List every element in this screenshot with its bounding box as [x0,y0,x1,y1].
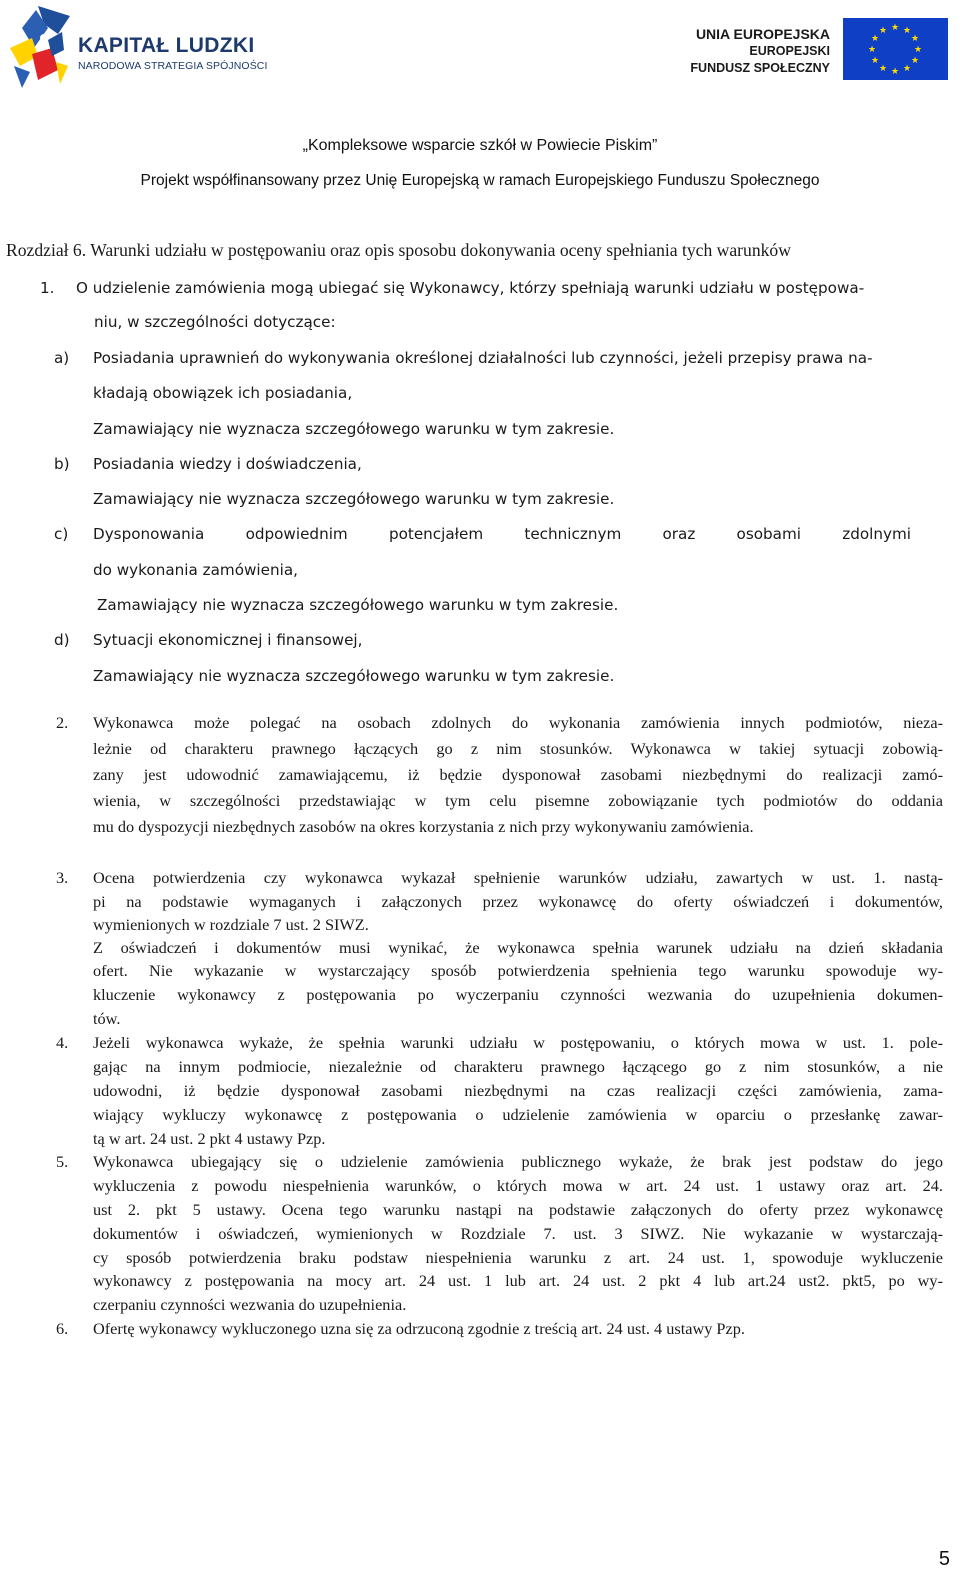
svg-text:★: ★ [910,34,920,44]
eu-logo-line3: FUNDUSZ SPOŁECZNY [690,61,830,75]
section-line: O udzielenie zamówienia mogą ubiegać się Wykonawcy, którzy spełniają warunki udziału w postępowa- [76,279,865,297]
chapter-title: Rozdział 6. Warunki udziału w postępowaniu oraz opis sposobu dokonywania oceny spełniania tych warunków [6,240,791,260]
eu-flag-icon [843,18,948,80]
svg-text:★: ★ [870,34,880,44]
eu-logo-line1: UNIA EUROPEJSKA [695,26,830,42]
item-line: Dysponowania odpowiednim potencjałem technicznym oraz osobami zdolnymi [93,525,911,543]
logo-left-title: KAPITAŁ LUDZKI [78,34,255,57]
item-line: Posiadania wiedzy i doświadczenia, [93,455,362,473]
section-line: tą w art. 24 ust. 2 pkt 4 ustawy Pzp. [93,1129,326,1148]
section-line: pi na podstawie wymaganych i załączonych przez wykonawcę do oferty oświadczeń i dokumentów, [93,892,943,911]
svg-text:★: ★ [890,23,900,33]
svg-text:★: ★ [910,56,920,66]
item-letter: b) [54,455,70,473]
section-line: dokumentów i oświadczeń, wymienionych w Rozdziale 7. ust. 3 SIWZ. Nie wykazanie w wystarczają- [93,1224,943,1243]
item-note: Zamawiający nie wyznacza szczegółowego warunku w tym zakresie. [97,596,619,614]
section-number: 5. [56,1152,69,1171]
svg-text:★: ★ [867,45,877,55]
item-line: kładają obowiązek ich posiadania, [93,384,353,402]
section-line: ofert. Nie wykazanie w wystarczający sposób potwierdzenia spełnienia tego warunku spowoduje wy- [93,961,943,980]
section-line: ust 2. pkt 5 ustawy. Ocena tego warunku nastąpi na podstawie załączonych do oferty przez wykonawcę [93,1200,943,1219]
section-line: udowodni, iż będzie dysponował zasobami niezbędnymi na czas realizacji części zamówienia, zama- [93,1081,943,1100]
section-line: leżnie od charakteru prawnego łączących go z nim stosunków. Wykonawca w takiej sytuacji zobowią- [93,739,943,758]
section-line: gając na innym podmiocie, niezależnie od charakteru prawnego łączącego go z nim stosunków, a nie [93,1057,943,1076]
item-line: do wykonania zamówienia, [93,561,298,579]
project-title: „Kompleksowe wsparcie szkół w Powiecie Piskim” [302,137,658,154]
svg-text:★: ★ [902,26,912,36]
section-line: wykonawcy z postępowania na mocy art. 24 ust. 1 lub art. 24 ust. 2 pkt 4 lub art.24 ust2. pkt5, po wy- [93,1271,943,1290]
svg-text:★: ★ [890,67,900,77]
section-number: 1. [40,279,55,297]
section-line: Wykonawca może polegać na osobach zdolnych do wykonania zamówienia innych podmiotów, nieza- [93,713,943,732]
svg-text:★: ★ [902,64,912,74]
svg-text:★: ★ [913,45,923,55]
section-line: zany jest udowodnić zamawiającemu, iż będzie dysponował zasobami niezbędnymi do realizacji zamó- [93,765,943,784]
project-subtitle: Projekt współfinansowany przez Unię Europejską w ramach Europejskiego Funduszu Społecznego [140,172,820,189]
section-line: kluczenie wykonawcy z postępowania po wyczerpaniu czynności wezwania do uzupełnienia dokumen- [93,985,943,1004]
section-line: Jeżeli wykonawca wykaże, że spełnia warunki udziału w postępowaniu, o których mowa w ust. 1. pole- [93,1033,943,1052]
section-line: wienia, w szczególności przedstawiając w tym celu pisemne zobowiązanie tych podmiotów do oddania [93,791,943,810]
section-line: tów. [93,1009,121,1028]
item-note: Zamawiający nie wyznacza szczegółowego warunku w tym zakresie. [93,490,615,508]
item-letter: d) [54,631,70,649]
section-number: 6. [56,1319,69,1338]
section-line: wymienionych w rozdziale 7 ust. 2 SIWZ. [93,915,369,934]
logo-left-subtitle: NARODOWA STRATEGIA SPÓJNOŚCI [78,60,268,72]
item-line: Posiadania uprawnień do wykonywania określonej działalności lub czynności, jeżeli przepisy prawa na- [93,349,873,367]
eu-logo [690,18,952,84]
section-line: wiający wykluczy wykonawcę z postępowania o udzielenie zamówienia w oparciu o przesłankę zawar- [93,1105,943,1124]
eu-logo-text [690,26,830,77]
kapital-ludzki-emblem-icon [8,4,72,90]
item-line: Sytuacji ekonomicznej i finansowej, [93,631,363,649]
section-line: Ofertę wykonawcy wykluczonego uzna się za odrzuconą zgodnie z treścią art. 24 ust. 4 ustawy Pzp. [93,1319,745,1338]
svg-text:★: ★ [870,56,880,66]
section-line: cy sposób potwierdzenia braku podstaw niespełnienia warunku z art. 24 ust. 1, spowoduje wykluczenie [93,1248,943,1267]
section-line: czerpaniu czynności wezwania do uzupełnienia. [93,1295,407,1314]
item-letter: c) [54,525,69,543]
kapital-ludzki-logo [8,4,268,94]
eu-logo-line2: EUROPEJSKI [749,44,830,58]
section-number: 3. [56,868,69,887]
page-number: 5 [938,1548,950,1570]
section-line: Z oświadczeń i dokumentów musi wynikać, że wykonawca spełnia warunek udziału na dzień składania [93,938,943,957]
item-note: Zamawiający nie wyznacza szczegółowego warunku w tym zakresie. [93,420,615,438]
section-number: 4. [56,1033,69,1052]
section-line: Ocena potwierdzenia czy wykonawca wykazał spełnienie warunków udziału, zawartych w ust. 1. nastą- [93,868,943,887]
section-line: wykluczenia z powodu niespełnienia warunków, o których mowa w art. 24 ust. 1 ustawy oraz art. 24. [93,1176,943,1195]
svg-text:★: ★ [878,64,888,74]
item-letter: a) [54,349,70,367]
svg-text:★: ★ [878,26,888,36]
section-line: Wykonawca ubiegający się o udzielenie zamówienia publicznego wykaże, że brak jest podstaw do jego [93,1152,943,1171]
section-line: mu do dyspozycji niezbędnych zasobów na okres korzystania z nich przy wykonywaniu zamówienia. [93,817,754,836]
section-number: 2. [56,713,69,732]
item-note: Zamawiający nie wyznacza szczegółowego warunku w tym zakresie. [93,667,615,685]
section-line: niu, w szczególności dotyczące: [94,313,336,331]
